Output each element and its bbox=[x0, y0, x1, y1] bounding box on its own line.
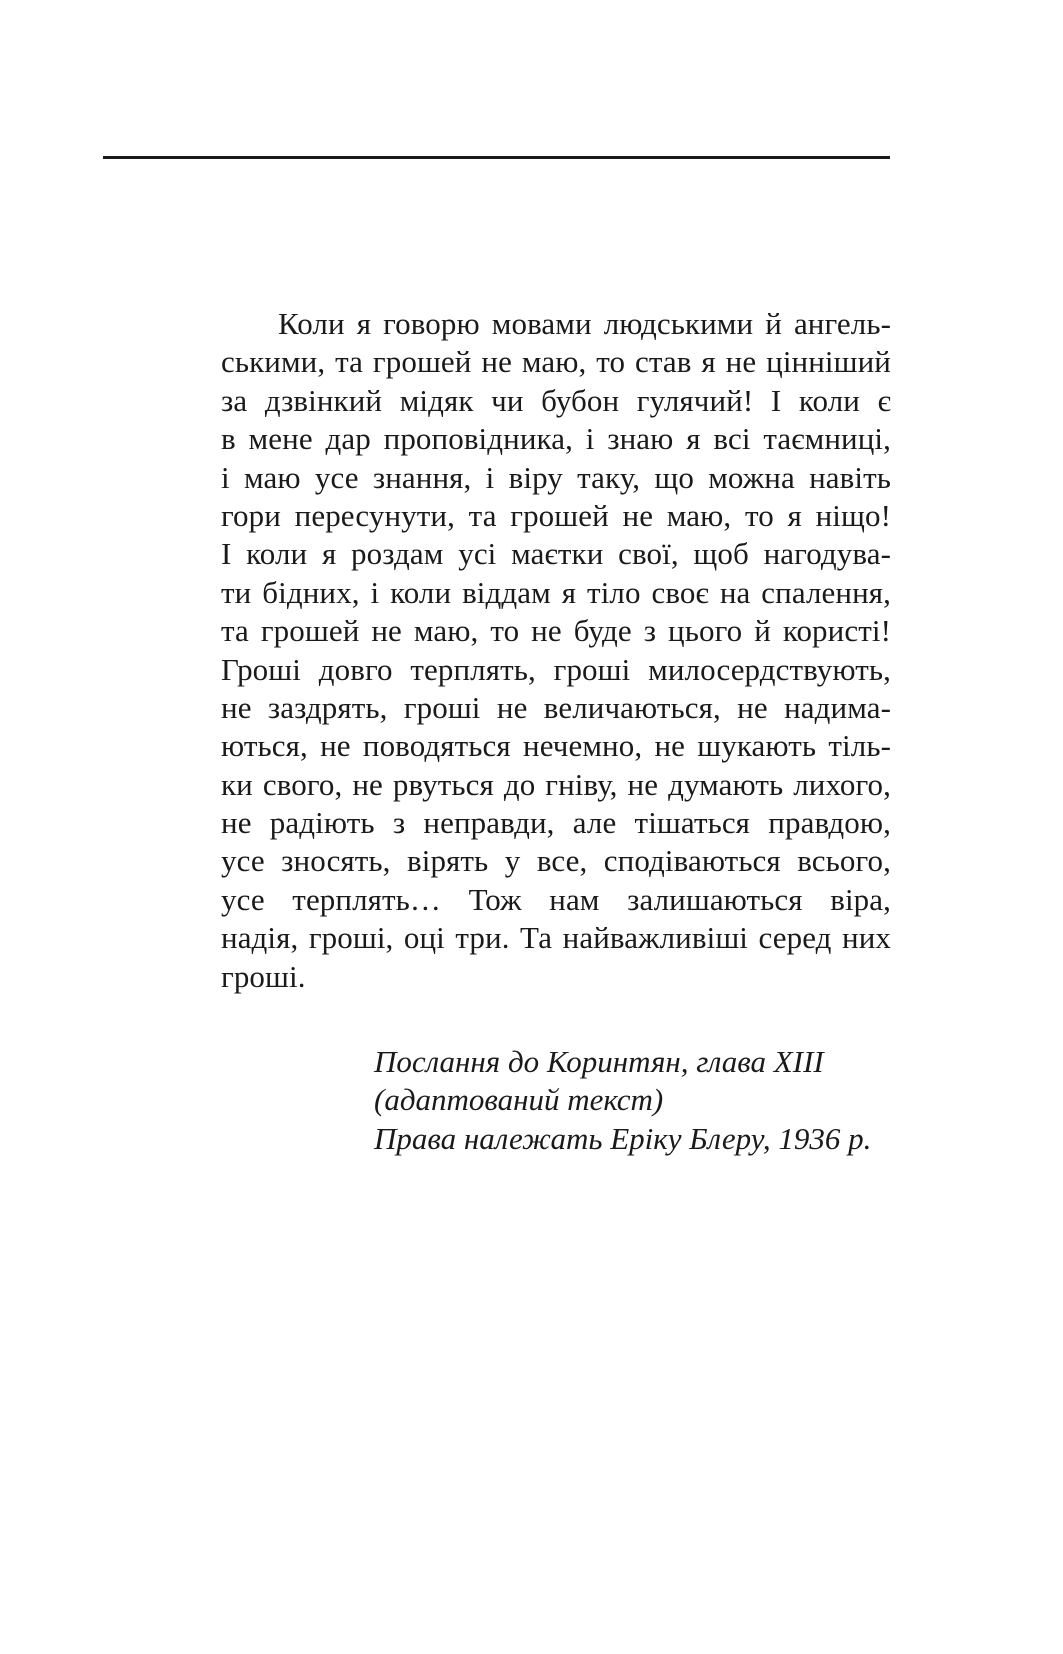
attribution-source: Послання до Коринтян, глава XIII bbox=[374, 1044, 824, 1079]
epigraph-attribution bbox=[374, 1043, 894, 1158]
epigraph-line: і маю усе знання, і віру таку, що можна навіть bbox=[221, 459, 891, 495]
attribution-rights: Права належать Еріку Блеру, 1936 р. bbox=[374, 1120, 872, 1156]
epigraph-line: Коли я говорю мовами людськими й ангель- bbox=[278, 306, 891, 341]
epigraph-line: за дзвінкий мідяк чи бубон гулячий! І коли є bbox=[221, 382, 891, 418]
top-rule-divider bbox=[103, 156, 890, 159]
epigraph-line: І коли я роздам усі маєтки свої, щоб нагодува- bbox=[221, 536, 891, 572]
epigraph-line: надія, гроші, оці три. Та найважливіші серед них bbox=[221, 920, 891, 956]
epigraph-line: усе зносять, вірять у все, сподіваються всього, bbox=[221, 843, 891, 879]
epigraph-line: ки свого, не рвуться до гніву, не думають лихого, bbox=[221, 766, 891, 802]
epigraph-line: ються, не поводяться нечемно, не шукають тіль- bbox=[221, 728, 891, 764]
epigraph-line: не радіють з неправди, але тішаться правдою, bbox=[221, 805, 891, 841]
attribution-note: (адаптований текст) bbox=[374, 1082, 664, 1118]
epigraph-line: ти бідних, і коли віддам я тіло своє на спалення, bbox=[221, 574, 891, 610]
epigraph-line: не заздрять, гроші не величаються, не надима- bbox=[221, 689, 891, 725]
epigraph-paragraph bbox=[221, 305, 891, 996]
epigraph-line: усе терплять… Тож нам залишаються віра, bbox=[221, 881, 891, 917]
epigraph-line: Гроші довго терплять, гроші милосердствують, bbox=[221, 651, 891, 687]
epigraph-line: ськими, та грошей не маю, то став я не цінніший bbox=[221, 344, 891, 380]
epigraph-line: гори пересунути, та грошей не маю, то я ніщо! bbox=[221, 497, 891, 533]
epigraph-line: та грошей не маю, то не буде з цього й користі! bbox=[221, 613, 891, 649]
epigraph-line: гроші. bbox=[221, 958, 306, 994]
epigraph-line: в мене дар проповідника, і знаю я всі таємниці, bbox=[221, 421, 891, 457]
